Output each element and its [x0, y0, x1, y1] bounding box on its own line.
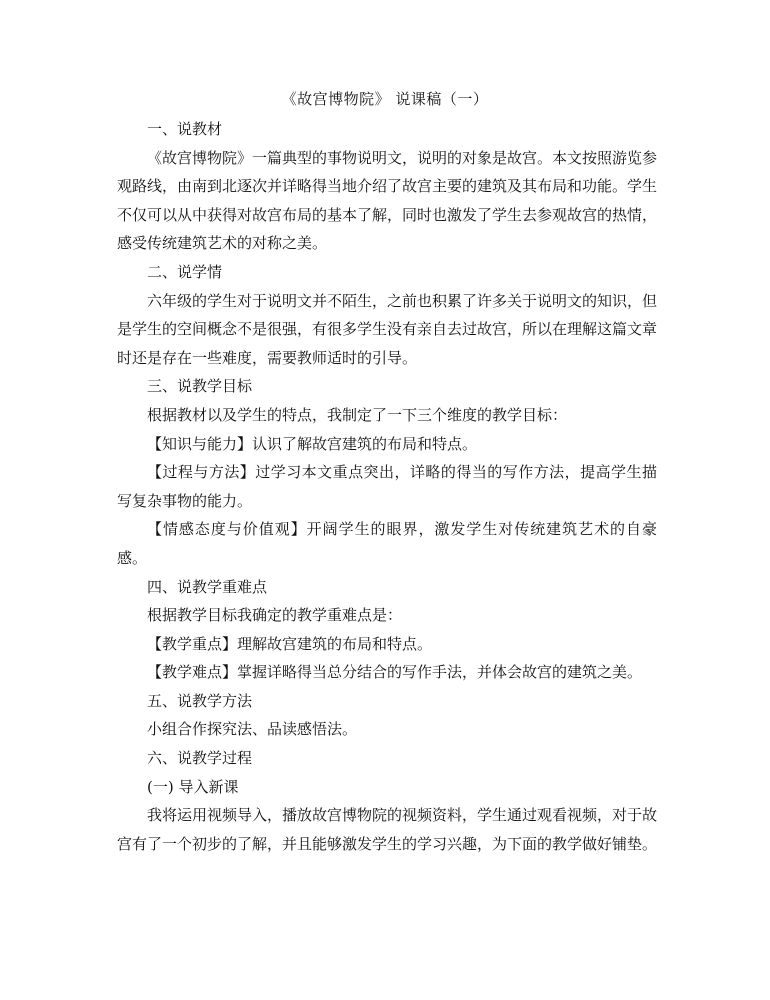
section-heading-objectives: 三、说教学目标: [147, 377, 253, 396]
paragraph-objectives-intro: 根据教材以及学生的特点，我制定了一下三个维度的教学目标：: [147, 405, 568, 424]
objective-item: [117, 430, 657, 459]
section-heading-methods: 五、说教学方法: [147, 691, 253, 710]
section-heading-process: 六、说教学过程: [147, 749, 253, 768]
objective-item: [117, 458, 657, 515]
section-heading-key-points: 四、说教学重难点: [147, 577, 268, 596]
section-heading-students: 二、说学情: [147, 262, 223, 281]
paragraph-introduction: 我将运用视频导入，播放故宫博物院的视频资料，学生通过观看视频，对于故宫有了一个初步的了解，并且能够激发学生的学习兴趣，为下面的教学做好铺垫。: [117, 806, 658, 853]
objective-text: 开阔学生的眼界，激发学生对传统建筑艺术的自豪感。: [117, 520, 657, 567]
key-point-text: 理解故宫建筑的布局和特点。: [237, 634, 433, 653]
paragraph-key-points-intro: 根据教学目标我确定的教学重难点是：: [147, 606, 403, 625]
paragraph-methods: 小组合作探究法、品读感悟法。: [147, 720, 358, 739]
subheading-introduction: (一) 导入新课: [147, 777, 239, 796]
objective-text: 过学习本文重点突出，详略的得当的写作方法，提高学生描写复杂事物的能力。: [117, 463, 657, 510]
paragraph-textbook: 《故宫博物院》一篇典型的事物说明文，说明的对象是故宫。本文按照游览参观路线，由南到北逐次并详略得当地介绍了故宫主要的建筑及其布局和功能。学生不仅可以从中获得对故宫布局的基本了解，同时也激发了学生去参观故宫的热情，感受传统建筑艺术的对称之美。: [117, 148, 658, 253]
key-point-text: 掌握详略得当总分结合的写作手法，并体会故宫的建筑之美。: [237, 663, 643, 682]
document-body: [117, 115, 657, 858]
key-point-label: 【教学难点】: [147, 663, 238, 682]
paragraph-students: 六年级的学生对于说明文并不陌生，之前也积累了许多关于说明文的知识，但是学生的空间概念不是很强，有很多学生没有亲自去过故宫，所以在理解这篇文章时还是存在一些难度，需要教师适时的引导。: [117, 291, 658, 367]
objective-label: 【过程与方法】: [147, 463, 256, 482]
objective-item: [117, 515, 657, 572]
section-heading-textbook: 一、说教材: [147, 120, 223, 138]
key-point-label: 【教学重点】: [147, 634, 238, 653]
objective-text: 认识了解故宫建筑的布局和特点。: [252, 434, 478, 453]
key-point-item: [117, 630, 657, 659]
key-point-item: [117, 658, 657, 687]
document-title: 《故宫博物院》 说课稿（一）: [281, 90, 489, 108]
objective-label: 【情感态度与价值观】: [147, 520, 307, 539]
objective-label: 【知识与能力】: [147, 434, 253, 453]
